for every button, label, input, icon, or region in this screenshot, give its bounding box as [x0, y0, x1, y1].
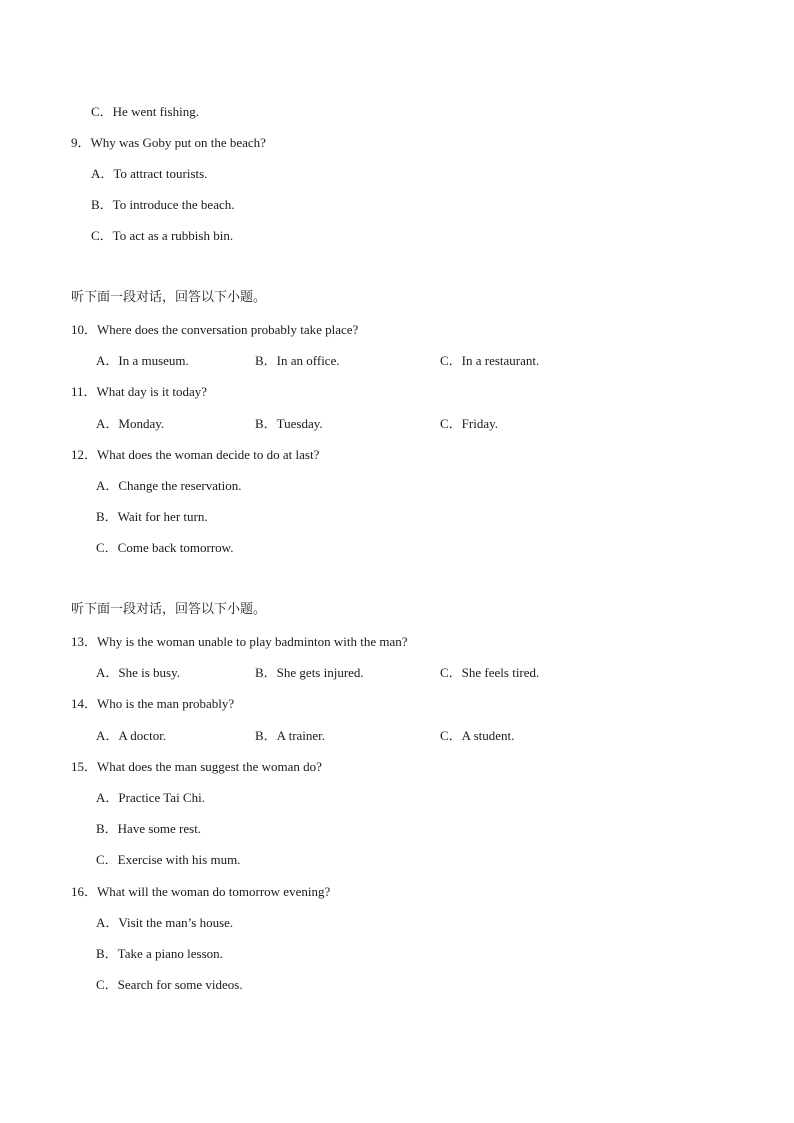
q9-question: 9．Why was Goby put on the beach? — [71, 135, 266, 150]
q9-option-c: C．To act as a rubbish bin. — [91, 228, 234, 243]
q13-option-b: B．She gets injured. — [255, 665, 364, 680]
q12-question: 12．What does the woman decide to do at last? — [71, 447, 320, 462]
q14-option-a: A．A doctor. — [96, 728, 167, 743]
q10-option-a: A．In a museum. — [96, 353, 189, 368]
q10-option-b: B．In an office. — [255, 353, 340, 368]
q11-option-c: C．Friday. — [440, 416, 499, 431]
q13-option-c: C．She feels tired. — [440, 665, 540, 680]
q12-option-b: B．Wait for her turn. — [96, 509, 208, 524]
q9-option-b: B．To introduce the beach. — [91, 197, 235, 212]
q15-option-c: C．Exercise with his mum. — [96, 852, 241, 867]
q11-option-a: A．Monday. — [96, 416, 165, 431]
section-instruction: 听下面一段对话，回答以下小题。 — [71, 290, 267, 305]
q16-option-a: A．Visit the man’s house. — [96, 915, 234, 930]
q11-question: 11．What day is it today? — [71, 384, 207, 399]
q10-option-c: C．In a restaurant. — [440, 353, 540, 368]
q15-question: 15．What does the man suggest the woman do? — [71, 759, 322, 774]
q9-option-a: A．To attract tourists. — [91, 166, 208, 181]
q8-option-c: C．He went fishing. — [91, 104, 199, 119]
q16-question: 16．What will the woman do tomorrow evening? — [71, 884, 331, 899]
q13-option-a: A．She is busy. — [96, 665, 181, 680]
q13-question: 13．Why is the woman unable to play badminton with the man? — [71, 634, 408, 649]
q15-option-a: A．Practice Tai Chi. — [96, 790, 205, 805]
q14-question: 14．Who is the man probably? — [71, 696, 235, 711]
q12-option-c: C．Come back tomorrow. — [96, 540, 234, 555]
section-instruction: 听下面一段对话，回答以下小题。 — [71, 602, 267, 617]
q16-option-c: C．Search for some videos. — [96, 977, 243, 992]
q15-option-b: B．Have some rest. — [96, 821, 202, 836]
q10-question: 10．Where does the conversation probably take place? — [71, 322, 359, 337]
q14-option-b: B．A trainer. — [255, 728, 326, 743]
q12-option-a: A．Change the reservation. — [96, 478, 242, 493]
q14-option-c: C．A student. — [440, 728, 515, 743]
q16-option-b: B．Take a piano lesson. — [96, 946, 223, 961]
q11-option-b: B．Tuesday. — [255, 416, 323, 431]
